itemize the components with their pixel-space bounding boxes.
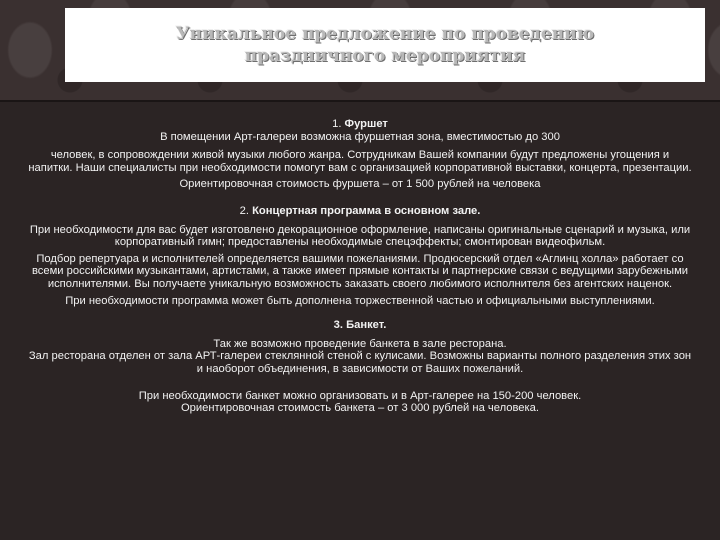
furshet-number: 1. (332, 118, 342, 130)
concert-heading (28, 205, 692, 218)
concert-title: Концертная программа в основном зале. (252, 204, 481, 217)
title-panel (65, 8, 705, 82)
header-divider (0, 100, 720, 102)
banquet-line3: При необходимости банкет можно организовать и в Арт-галерее на 150-200 человек. (138, 389, 582, 402)
furshet-title: Фуршет (344, 118, 388, 130)
banquet-price: Ориентировочная стоимость банкета – от 3 000 рублей на человека. (180, 402, 539, 415)
furshet-heading (28, 118, 692, 131)
slide-body (28, 118, 692, 415)
banquet-line2: Зал ресторана отделен от зала АРТ-галереи стеклянной стеной с кулисами. Возможны варианты полного разделения этих зон и наоборот объединения, в зависимости от Ваших пожеланий. (28, 350, 692, 375)
concert-paragraph-2: Подбор репертуара и исполнителей определяется вашими пожеланиями. Продюсерский отдел «Аглинц холла» работает со всеми российскими музыкантами, артистами, а также имеет прямые контакты и партнерские связи с ведущими зарубежными исполнителями. Вы получаете уникальную возможность заказать своего любимого исполнителя без агентских наценок. (31, 252, 689, 290)
furshet-price: Ориентировочная стоимость фуршета – от 1 500 рублей на человека (179, 178, 541, 191)
banquet-line1: Так же возможно проведение банкета в зале ресторана. (213, 337, 507, 350)
furshet-description: человек, в сопровождении живой музыки любого жанра. Сотрудникам Вашей компании будут предложены угощения и напитки. Наши специалисты при необходимости помогут вам с организацией корпоративной выставки, концерта, презентации. (28, 149, 692, 174)
concert-number: 2. (239, 204, 249, 217)
banquet-title: 3. Банкет. (333, 319, 387, 332)
banquet-heading (28, 319, 692, 332)
furshet-line1: В помещении Арт-галереи возможна фуршетная зона, вместимостью до 300 (160, 130, 560, 143)
concert-paragraph-3: При необходимости программа может быть дополнена торжественной частью и официальными выступлениями. (65, 294, 655, 307)
concert-paragraph-1: При необходимости для вас будет изготовлено декорационное оформление, написаны оригинальные сценарий и музыка, или корпоративный гимн; предоставлены необходимые спецэффекты; смонтирован видеофильм. (29, 223, 691, 249)
slide-title: Уникальное предложение по проведению праздничного мероприятия (175, 24, 595, 66)
